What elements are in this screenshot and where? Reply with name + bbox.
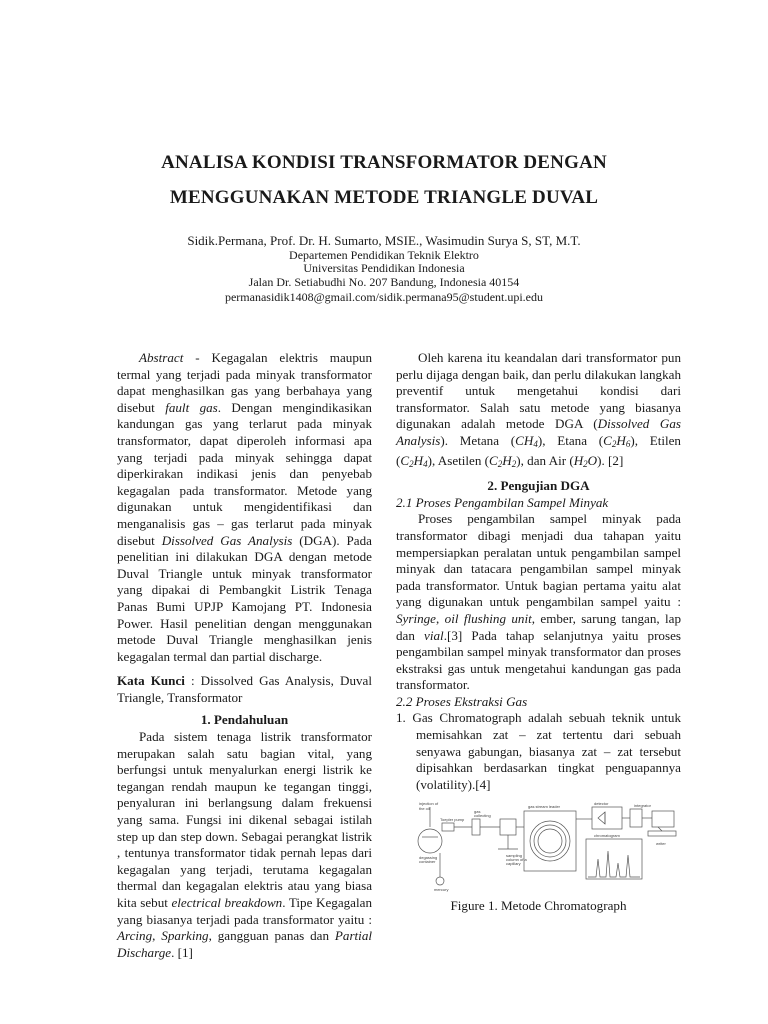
formula-water: $H_2O$ [573, 452, 598, 469]
paper-title-line-2: MENGGUNAKAN METODE TRIANGLE DUVAL [169, 187, 599, 208]
left-column [117, 350, 372, 961]
right-column [396, 350, 681, 915]
svg-text:the oil: the oil [419, 806, 430, 812]
svg-text:integrator: integrator [634, 803, 651, 809]
svg-text:capillary: capillary [506, 861, 521, 867]
figure-caption: Figure 1. Metode Chromatograph [450, 898, 627, 914]
svg-text:gas stream leader: gas stream leader [528, 804, 561, 810]
section-heading-pendahuluan: 1. Pendahuluan [200, 712, 289, 728]
dga-intro-paragraph: Oleh karena itu keandalan dari transformator pun perlu dijaga dengan baik, dan perlu dilakukan langkah preventif untuk mengetahui kondisi dari transformator. Salah satu metode yang biasanya digunakan adalah metode DGA (Dissolved Gas Analysis). Metana $(CH_4)$, Etana $(C_2H_6)$, Etilen $(C_2H_4)$, Asetilen $(C_2H_2)$, dan Air $(H_2O)$. [2] [396, 350, 681, 469]
svg-text:collecting: collecting [474, 813, 491, 819]
keywords-label: Kata Kunci [117, 673, 185, 689]
svg-text:chromatogram: chromatogram [594, 833, 620, 839]
svg-text:container: container [419, 859, 436, 865]
paper-title-line-1: ANALISA KONDISI TRANSFORMATOR DENGAN [161, 152, 607, 173]
keywords: Kata Kunci : Dissolved Gas Analysis, Duval Triangle, Transformator [117, 673, 372, 705]
svg-text:column of a: column of a [506, 857, 527, 863]
affiliation-address: Jalan Dr. Setiabudhi No. 207 Bandung, Indonesia 40154 [248, 275, 520, 289]
svg-text:injection of: injection of [419, 801, 439, 807]
list-item-gas-chromatograph: 1. Gas Chromatograph adalah sebuah teknik untuk memisahkan zat – zat tertentu dari sebuah senyawa gabungan, biasanya zat – zat tersebut dipisahkan berdasarkan tingkat penguapannya (volatility).[4] [396, 710, 681, 792]
sampling-paragraph: Proses pengambilan sampel minyak pada transformator dibagi menjadi dua tahapan yaitu mempersiapkan peralatan untuk pengambilan sampel minyak dan tatacara pengambilan sampel minyak pada transformator. Untuk bagian pertama yaitu alat yang digunakan untuk pengambilan sampel yaitu : Syringe, oil flushing unit, ember, sarung tangan, lap dan vial.[3] Pada tahap selanjutnya yaitu proses pengambilan sampel minyak transformator dan proses ekstraksi gas untuk mengetahui kandungan gas pada transformator. [396, 511, 682, 693]
formula-ethylene: $C_2H_4$ [400, 452, 428, 469]
section-heading-pengujian-dga: 2. Pengujian DGA [487, 478, 590, 494]
authors: Sidik.Permana, Prof. Dr. H. Sumarto, MSIE., Wasimudin Surya S, ST, M.T. [187, 233, 581, 248]
formula-methane: $CH_4$ [515, 432, 538, 449]
svg-text:mercury: mercury [434, 887, 449, 893]
svg-text:gas: gas [474, 809, 481, 815]
affiliation-email: permanasidik1408@gmail.com/sidik.permana95@student.upi.edu [224, 290, 544, 304]
svg-text:detector: detector [594, 801, 609, 807]
affiliation-university: Universitas Pendidikan Indonesia [303, 261, 465, 275]
formula-ethane: $C_2H_6$ [603, 432, 631, 449]
svg-text:sampling: sampling [506, 853, 523, 859]
svg-text:Toepler pump: Toepler pump [440, 817, 465, 823]
subsection-heading-2-1: 2.1 Proses Pengambilan Sampel Minyak [396, 494, 609, 510]
svg-text:degassing: degassing [419, 855, 438, 861]
svg-text:writer: writer [656, 841, 666, 847]
chromatograph-diagram-figure [416, 801, 686, 893]
pendahuluan-paragraph: Pada sistem tenaga listrik transformator merupakan salah satu bagian vital, yang berfungsi untuk menyalurkan energi listrik ke tegangan rendah maupun ke tegangan tinggi, penyaluran ini berlangsung dalam frekuensi yang sama. Fungsi ini dikenal sebagai istilah step up dan step down. Sebagai perangkat listrik , tentunya transformator tidak pernah lepas dari kegagalan yang terjadi, terutama kegagalan thermal dan kegagalan elektris atau yang biasa kita sebut electrical breakdown. Tipe Kegagalan yang biasanya terjadi pada transformator yaitu : Arcing, Sparking, gangguan panas dan Partial Discharge. [1] [117, 729, 373, 960]
subsection-heading-2-2: 2.2 Proses Ekstraksi Gas [396, 693, 528, 709]
abstract-label: Abstract [139, 350, 184, 365]
formula-acetylene: $C_2H_2$ [489, 452, 517, 469]
abstract-paragraph: Abstract - Kegagalan elektris maupun termal yang terjadi pada minyak transformator dapat menghasilkan gas yang berbahaya yang disebut fault gas. Dengan mengindikasikan kandungan gas yang terlarut pada minyak transformator, dapat diperoleh informasi apa yang terjadi pada minyak sehingga dapat diperkirakan indikasi jenis dan penyebab kegagalan pada transformator. Metode yang digunakan untuk mengidentifikasi dan menganalisis gas – gas terlarut pada minyak disebut Dissolved Gas Analysis (DGA). Pada penelitian ini dilakukan DGA dengan metode Duval Triangle untuk minyak transformator yang dipakai di Pembangkit Listrik Tenaga Panas Bumi UPJP Kamojang PT. Indonesia Power. Hasil penelitian dengan menggunakan metode Duval Triangle menghasilkan jenis kegagalan termal dan partial discharge. [117, 350, 372, 664]
affiliation-department: Departemen Pendidikan Teknik Elektro [289, 248, 479, 262]
